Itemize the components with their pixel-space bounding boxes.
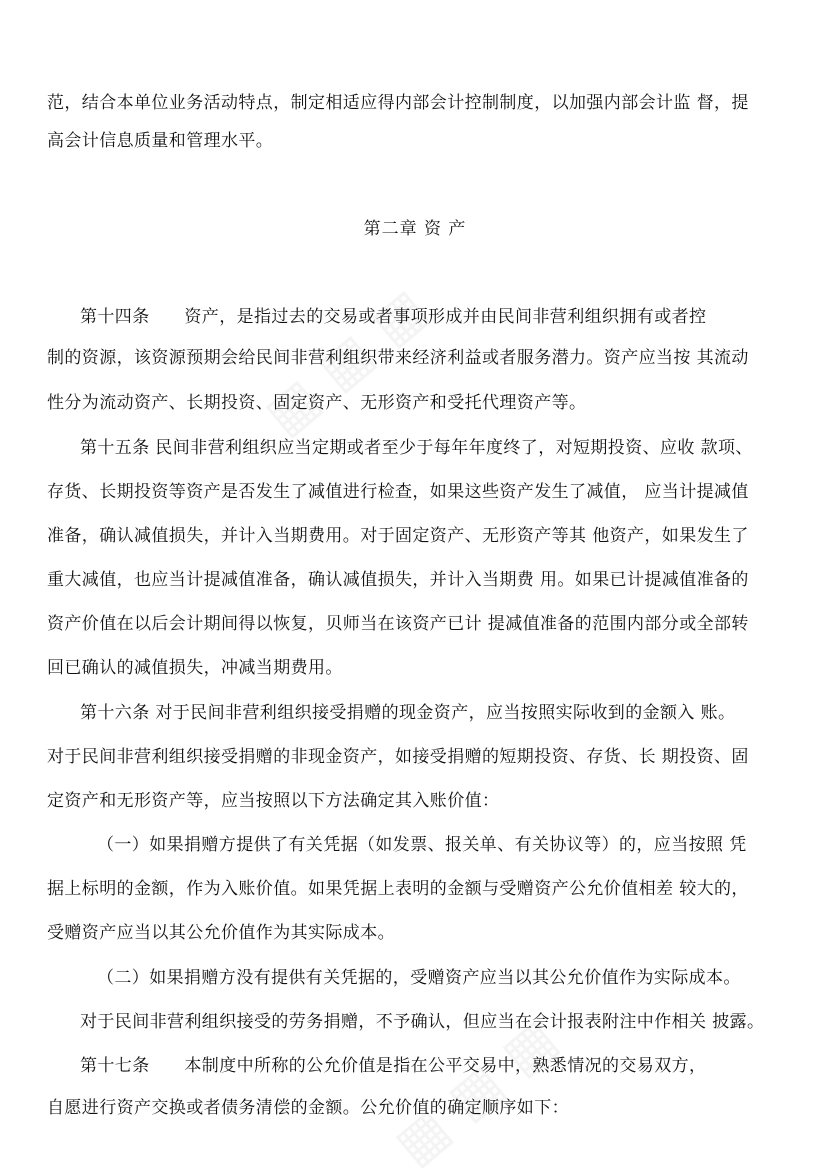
paragraph-line: 高会计信息质量和管理水平。 — [47, 131, 274, 151]
paragraph-line: 范，结合本单位业务活动特点，制定相适应得内部会计控制制度，以加强内部会计监 督，提 — [47, 93, 749, 113]
paragraph-line: 定资产和无形资产等，应当按照以下方法确定其入账价值： — [47, 791, 500, 811]
paragraph-line: 对于民间非营利组织接受捐赠的非现金资产，如接受捐赠的短期投资、存货、长 期投资、固 — [47, 747, 749, 767]
chapter-title: 第二章 资 产 — [363, 219, 467, 239]
paragraph-line: 重大减值，也应当计提减值准备，确认减值损失，并计入当期费 用。如果已计提减值准备的 — [47, 570, 749, 590]
paragraph-line: 第十六条 对于民间非营利组织接受捐赠的现金资产，应当按照实际收到的金额入 账。 — [80, 703, 736, 723]
paragraph-line: 第十四条 资产，是指过去的交易或者事项形成并由民间非营利组织拥有或者控 — [80, 307, 707, 327]
paragraph-line: 准备，确认减值损失，并计入当期费用。对于固定资产、无形资产等其 他资产，如果发生了 — [47, 526, 749, 546]
paragraph-line: 受赠资产应当以其公允价值作为其实际成本。 — [47, 923, 395, 943]
paragraph-line: 据上标明的金额，作为入账价值。如果凭据上表明的金额与受赠资产公允价值相差 较大的， — [47, 879, 749, 899]
paragraph-line: 资产价值在以后会计期间得以恢复，贝师当在该资产已计 提减值准备的范围内部分或全部转 — [47, 614, 749, 634]
paragraph-line: 回已确认的减值损失，冲减当期费用。 — [47, 658, 343, 678]
paragraph-line: （二）如果捐赠方没有提供有关凭据的，受赠资产应当以其公允价值作为实际成本。 — [97, 968, 741, 988]
paragraph-line: 性分为流动资产、长期投资、固定资产、无形资产和受托代理资产等。 — [47, 393, 587, 413]
paragraph-line: 存货、长期投资等资产是否发生了减值进行检查，如果这些资产发生了减值， 应当计提减值 — [47, 482, 749, 502]
paragraph-line: 对于民间非营利组织接受的劳务捐赠，不予确认，但应当在会计报表附注中作相关 披露。 — [80, 1012, 765, 1032]
paragraph-line: 自愿进行资产交换或者债务清偿的金额。公允价值的确定顺序如下： — [47, 1098, 569, 1118]
paragraph-line: 第十五条 民间非营利组织应当定期或者至少于每年年度终了，对短期投资、应收 款项、 — [80, 438, 753, 458]
paragraph-line: （一）如果捐赠方提供了有关凭据（如发票、报关单、有关协议等）的，应当按照 凭 — [97, 835, 747, 855]
paragraph-line: 制的资源，该资源预期会给民间非营利组织带来经济利益或者服务潜力。资产应当按 其流动 — [47, 348, 749, 368]
paragraph-line: 第十七条 本制度中所称的公允价值是指在公平交易中，熟悉情况的交易双方， — [80, 1056, 707, 1076]
